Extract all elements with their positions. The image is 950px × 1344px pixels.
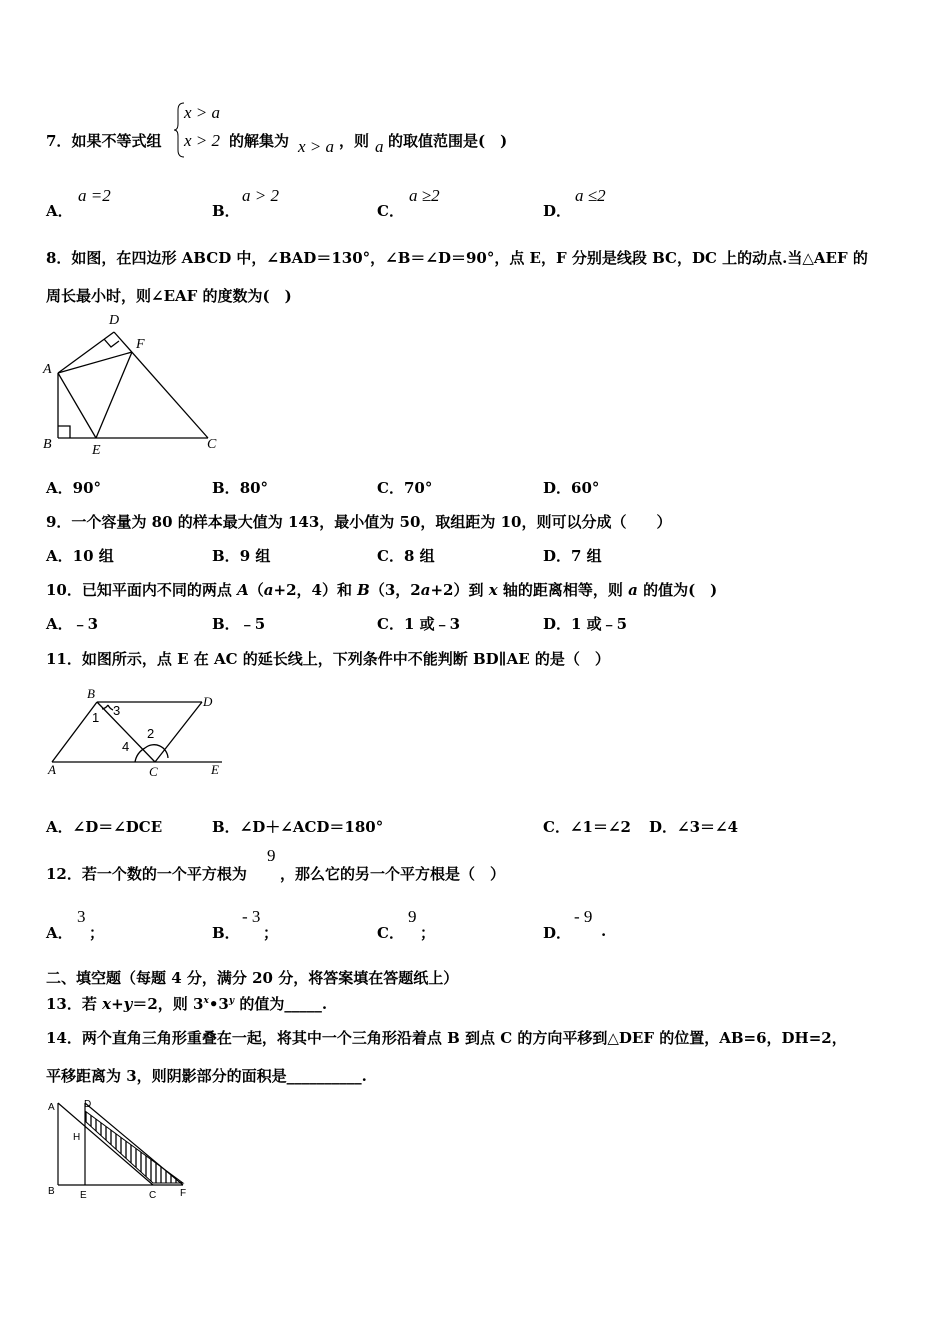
q13-answer-blank[interactable]: _____	[284, 995, 322, 1013]
q14-stem-line2: 平移距离为 3，则阴影部分的面积是__________.	[46, 1067, 367, 1085]
q8-option-b: B．80°	[212, 479, 269, 497]
q12-option-d-punct: .	[601, 922, 607, 940]
q12-option-a-label: A．	[46, 924, 73, 942]
q12-option-b-label: B．	[212, 924, 240, 942]
q12-number: 9	[267, 846, 276, 865]
q8-option-d: D．60°	[543, 479, 600, 497]
q7-option-d-label: D．	[543, 202, 572, 220]
q14-label-d: D	[84, 1099, 92, 1110]
q11-label-b: B	[87, 686, 95, 701]
q7-option-a-value: a =2	[78, 186, 111, 205]
q10-stem: 10．已知平面内不同的两点 A（a+2，4）和 B（3，2a+2）到 x 轴的距离相等，则 a 的值为( )	[46, 581, 718, 599]
q11-stem: 11．如图所示，点 E 在 AC 的延长线上，下列条件中不能判断 BD∥AE 的是（ ）	[46, 650, 610, 668]
q9-option-b: B．9 组	[212, 547, 271, 565]
q7-mid2-text: ，则	[339, 132, 370, 150]
q14-label-a: A	[48, 1102, 55, 1113]
q7-tail: 的取值范围是( )	[388, 132, 508, 150]
q8-label-f: F	[136, 337, 145, 352]
q14-label-e: E	[80, 1190, 87, 1201]
q10-option-c: C．1 或﹣3	[377, 615, 461, 633]
q11-parallel-lines-figure	[40, 682, 240, 782]
q11-option-d: D．∠3＝∠4	[649, 818, 739, 836]
q14-label-f: F	[180, 1188, 187, 1199]
q14-answer-blank[interactable]: __________	[286, 1067, 362, 1085]
q8-stem-line1: 8．如图，在四边形 ABCD 中，∠BAD＝130°，∠B＝∠D＝90°，点 E，F 分别是线段 BC，DC 上的动点.当△AEF 的	[46, 249, 868, 267]
q12-option-c-punct: ；	[420, 924, 436, 942]
q10-option-b: B．﹣5	[212, 615, 266, 633]
q10-option-d: D．1 或﹣5	[543, 615, 628, 633]
q7-option-b-label: B．	[212, 202, 240, 220]
q11-label-c: C	[149, 764, 158, 779]
q9-option-c: C．8 组	[377, 547, 435, 565]
q7-option-a-label: A．	[46, 202, 73, 220]
q7-solution: x > a	[298, 137, 335, 156]
q7-system-line1: x > a	[184, 103, 221, 122]
section-title: 二、填空题（每题 4 分，满分 20 分，将答案填在答题纸上）	[46, 969, 459, 987]
q9-option-a: A．10 组	[46, 547, 114, 565]
q7-mid-text: 的解集为	[229, 132, 290, 150]
q11-label-3: 3	[113, 703, 121, 718]
q12-option-c-value: 9	[408, 907, 417, 926]
q8-option-c: C．70°	[377, 479, 433, 497]
q14-label-c: C	[149, 1190, 157, 1201]
q8-label-d: D	[109, 313, 120, 328]
q7-option-d-value: a ≤2	[575, 186, 606, 205]
q14-label-h: H	[73, 1132, 81, 1143]
q13-stem: 13．若 x+y＝2，则 3$^x$•3$^y$ 的值为_____.	[46, 995, 328, 1013]
q11-label-2: 2	[147, 726, 155, 741]
q11-label-e: E	[211, 762, 219, 777]
q12-option-d-value: - 9	[574, 907, 593, 926]
q9-option-d: D．7 组	[543, 547, 602, 565]
q14-label-b: B	[48, 1186, 55, 1197]
q8-quadrilateral-figure	[40, 310, 230, 460]
q11-label-1: 1	[92, 710, 100, 725]
q10-option-a: A．﹣3	[46, 615, 99, 633]
q8-label-b: B	[43, 437, 52, 452]
q7-system-line2: x > 2	[184, 131, 221, 150]
q12-stem-post: ，那么它的另一个平方根是（ ）	[280, 865, 506, 883]
q12-stem-pre: 12．若一个数的一个平方根为	[46, 865, 247, 883]
q7-option-c-value: a ≥2	[409, 186, 440, 205]
q12-option-b-punct: ；	[263, 924, 279, 942]
q14-stem-line1: 14．两个直角三角形重叠在一起，将其中一个三角形沿着点 B 到点 C 的方向平移到△DEF 的位置，AB=6，DH=2，	[46, 1029, 847, 1047]
q11-option-c: C．∠1＝∠2	[543, 818, 631, 836]
q8-option-a: A．90°	[46, 479, 102, 497]
q11-label-a: A	[48, 762, 56, 777]
q8-stem-line2: 周长最小时，则∠EAF 的度数为( )	[46, 287, 292, 305]
q8-label-e: E	[92, 443, 101, 458]
q12-option-d-label: D．	[543, 924, 572, 942]
q12-option-a-punct: ；	[89, 924, 105, 942]
q12-option-c-label: C．	[377, 924, 404, 942]
q11-label-d: D	[203, 694, 213, 709]
q7-option-b-value: a > 2	[242, 186, 279, 205]
q12-option-a-value: 3	[77, 907, 86, 926]
q12-option-b-value: - 3	[242, 907, 261, 926]
q11-option-b: B．∠D＋∠ACD＝180°	[212, 818, 384, 836]
q7-option-c-label: C．	[377, 202, 404, 220]
q8-label-a: A	[43, 362, 52, 377]
q11-label-4: 4	[122, 739, 130, 754]
q11-option-a: A．∠D＝∠DCE	[46, 818, 163, 836]
q9-stem: 9．一个容量为 80 的样本最大值为 143，最小值为 50，取组距为 10，则可以分成（ ）	[46, 513, 672, 531]
q7-var: a	[375, 137, 384, 156]
q8-label-c: C	[207, 437, 217, 452]
q14-translated-triangles-figure	[40, 1093, 200, 1205]
q7-stem: 7．如果不等式组	[46, 132, 162, 150]
